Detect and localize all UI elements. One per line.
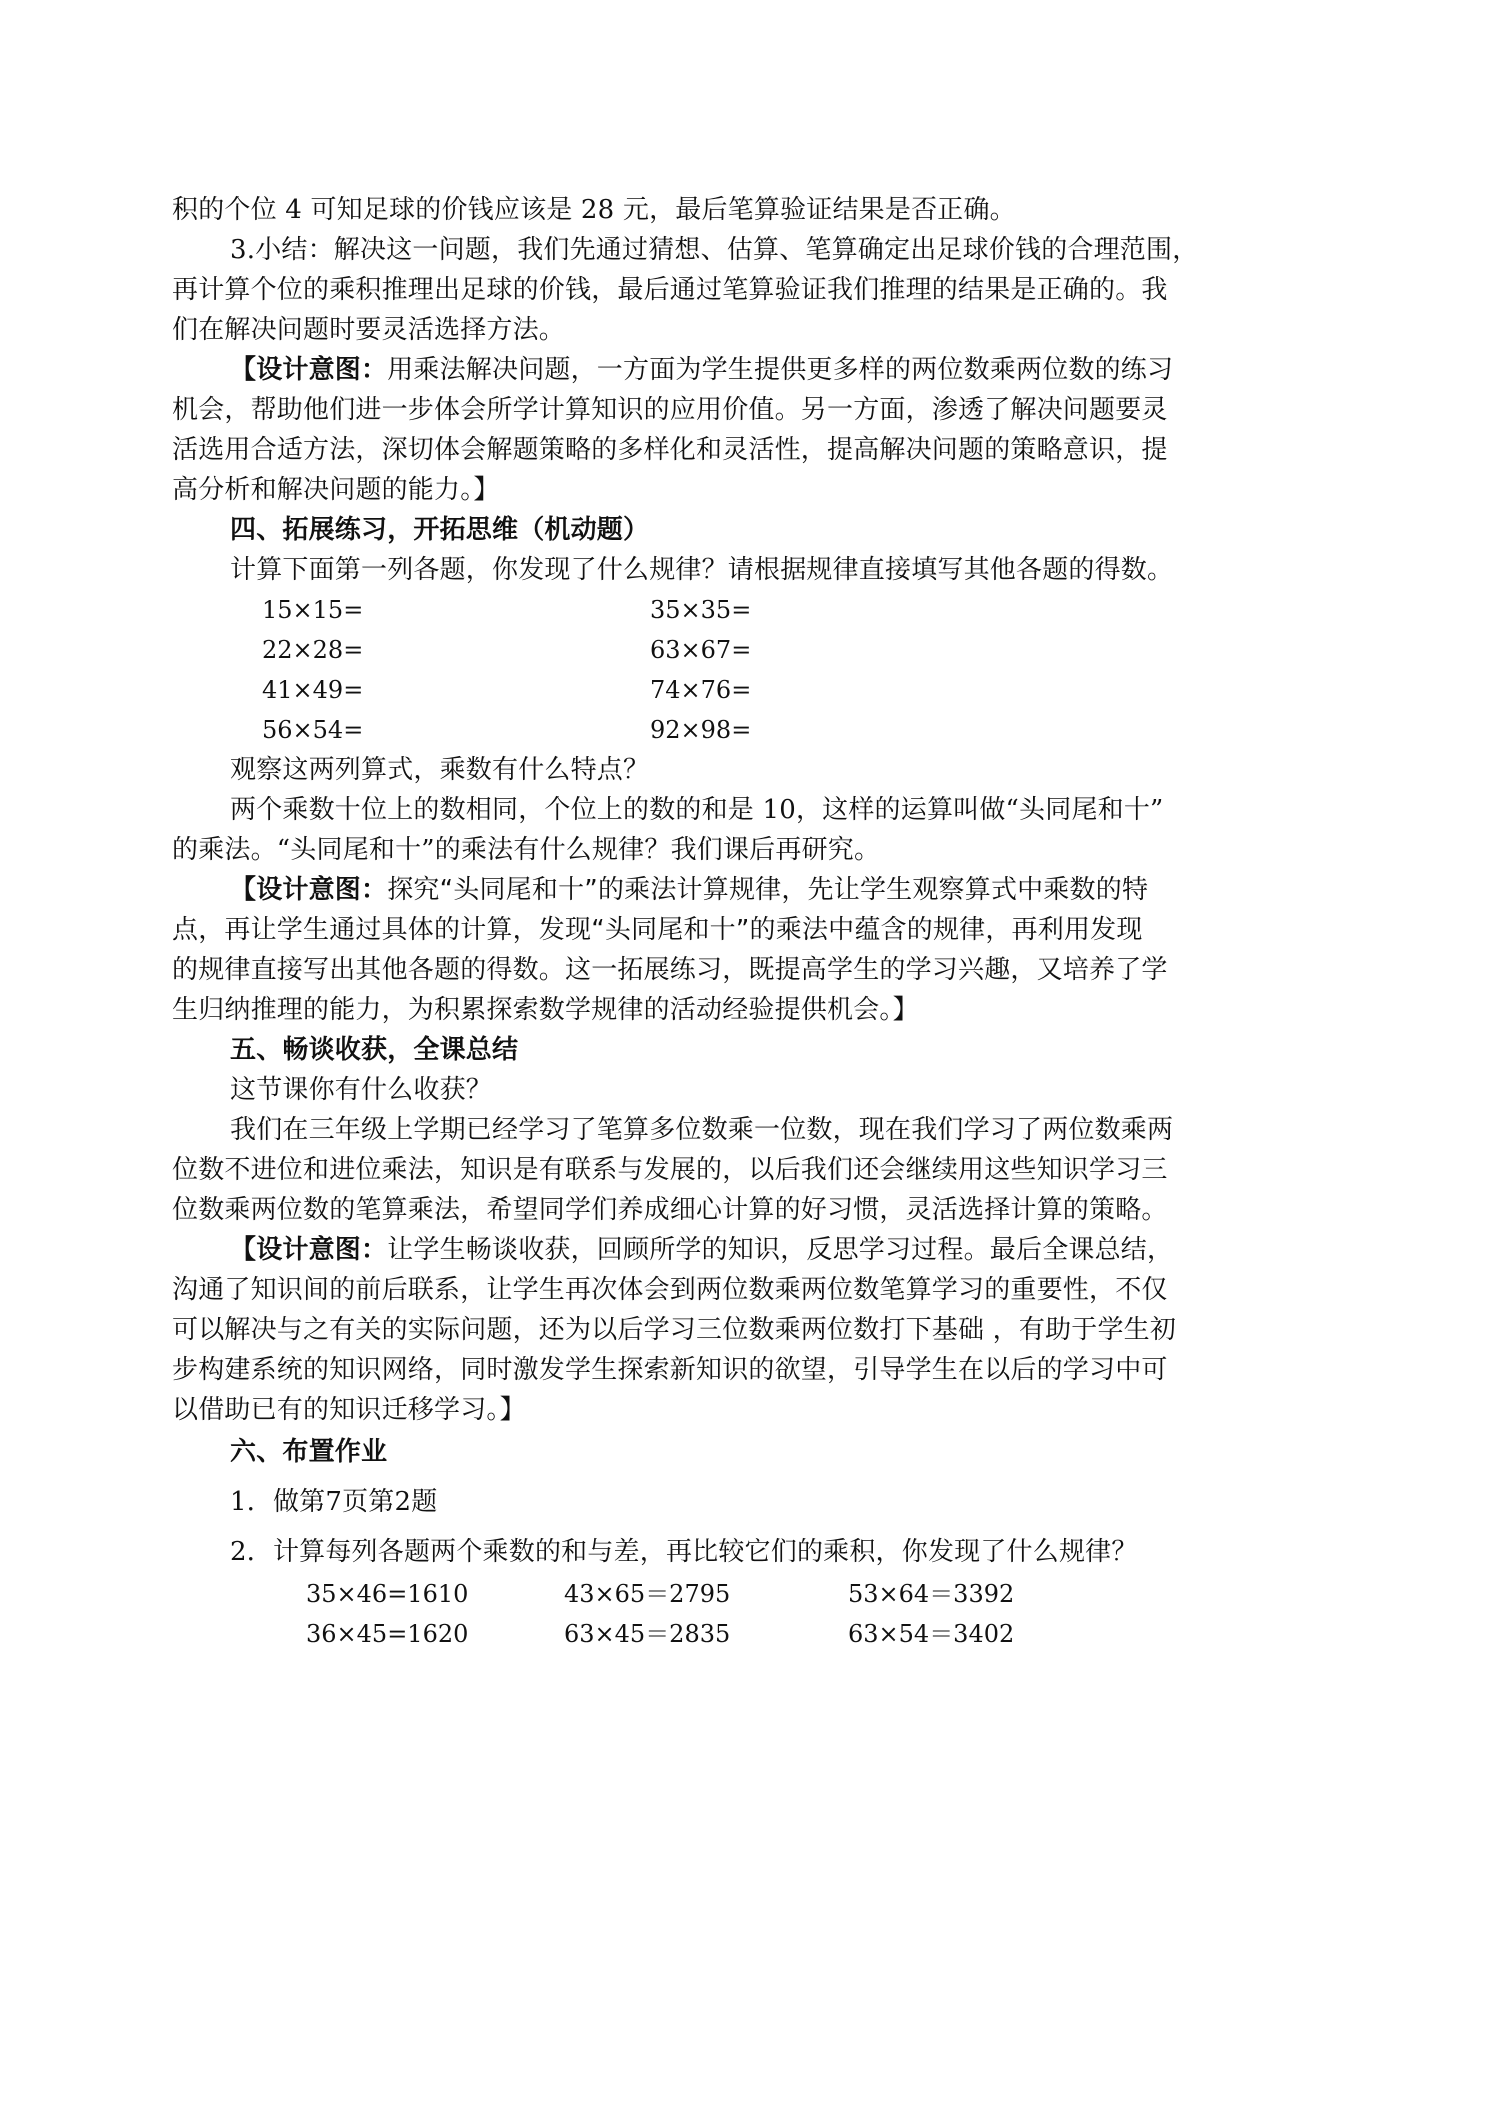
design-intent-label: 【设计意图： bbox=[230, 355, 388, 385]
section-heading: 五、畅谈收获，全课总结 bbox=[230, 1035, 519, 1065]
exercise-item: 74×76= bbox=[650, 676, 752, 704]
exercise-item: 35×35= bbox=[650, 596, 752, 624]
design-intent-line: 点，再让学生通过具体的计算，发现“头同尾和十”的乘法中蕴含的规律，再利用发现 bbox=[172, 915, 1143, 945]
design-intent-line bbox=[230, 870, 1380, 910]
design-intent-line: 以借助已有的知识迁移学习。】 bbox=[172, 1395, 526, 1425]
design-intent-text: 探究“头同尾和十”的乘法计算规律，先让学生观察算式中乘数的特 bbox=[387, 875, 1149, 905]
paragraph-line: 两个乘数十位上的数相同，个位上的数的和是 10，这样的运算叫做“头同尾和十” bbox=[230, 795, 1164, 825]
exercise-item: 92×98= bbox=[650, 716, 752, 744]
exercise-item: 22×28= bbox=[262, 636, 364, 664]
section-heading: 六、布置作业 bbox=[230, 1437, 388, 1467]
homework-equation: 63×54＝3402 bbox=[848, 1620, 1015, 1648]
design-intent-line: 可以解决与之有关的实际问题，还为以后学习三位数乘两位数打下基础 ，有助于学生初 bbox=[172, 1315, 1177, 1345]
paragraph-line: 位数不进位和进位乘法，知识是有联系与发展的，以后我们还会继续用这些知识学习三 bbox=[172, 1155, 1168, 1185]
design-intent-line: 步构建系统的知识网络，同时激发学生探索新知识的欲望，引导学生在以后的学习中可 bbox=[172, 1355, 1168, 1385]
design-intent-line: 的规律直接写出其他各题的得数。这一拓展练习，既提高学生的学习兴趣，又培养了学 bbox=[172, 955, 1168, 985]
paragraph-line: 积的个位 4 可知足球的价钱应该是 28 元，最后笔算验证结果是否正确。 bbox=[172, 195, 1016, 225]
design-intent-line: 活选用合适方法，深切体会解题策略的多样化和灵活性，提高解决问题的策略意识，提 bbox=[172, 435, 1168, 465]
homework-equation: 36×45=1620 bbox=[306, 1620, 469, 1648]
homework-equation: 35×46=1610 bbox=[306, 1580, 469, 1608]
design-intent-label: 【设计意图： bbox=[230, 875, 388, 905]
design-intent-line: 机会，帮助他们进一步体会所学计算知识的应用价值。另一方面，渗透了解决问题要灵 bbox=[172, 395, 1168, 425]
summary-line: 们在解决问题时要灵活选择方法。 bbox=[172, 315, 566, 345]
exercise-item: 56×54= bbox=[262, 716, 364, 744]
homework-item: 1．做第7页第2题 bbox=[230, 1487, 438, 1517]
design-intent-line bbox=[230, 350, 1380, 390]
paragraph-line: 我们在三年级上学期已经学习了笔算多位数乘一位数，现在我们学习了两位数乘两 bbox=[230, 1115, 1174, 1145]
design-intent-line: 生归纳推理的能力，为积累探索数学规律的活动经验提供机会。】 bbox=[172, 995, 919, 1025]
exercise-item: 15×15= bbox=[262, 596, 364, 624]
paragraph-line: 位数乘两位数的笔算乘法，希望同学们养成细心计算的好习惯，灵活选择计算的策略。 bbox=[172, 1195, 1168, 1225]
homework-equation: 53×64＝3392 bbox=[848, 1580, 1015, 1608]
summary-line: 3.小结：解决这一问题，我们先通过猜想、估算、笔算确定出足球价钱的合理范围， bbox=[230, 235, 1199, 265]
exercise-item: 63×67= bbox=[650, 636, 752, 664]
paragraph-line: 观察这两列算式，乘数有什么特点？ bbox=[230, 755, 650, 785]
homework-equation: 63×45＝2835 bbox=[564, 1620, 731, 1648]
design-intent-line: 高分析和解决问题的能力。】 bbox=[172, 475, 500, 505]
design-intent-text: 让学生畅谈收获，回顾所学的知识，反思学习过程。最后全课总结， bbox=[387, 1235, 1174, 1265]
homework-item: 2．计算每列各题两个乘数的和与差，再比较它们的乘积，你发现了什么规律？ bbox=[230, 1537, 1138, 1567]
paragraph-line: 的乘法。“头同尾和十”的乘法有什么规律？我们课后再研究。 bbox=[172, 835, 881, 865]
design-intent-line bbox=[230, 1230, 1380, 1270]
homework-equation: 43×65＝2795 bbox=[564, 1580, 731, 1608]
design-intent-label: 【设计意图： bbox=[230, 1235, 388, 1265]
paragraph-line: 这节课你有什么收获？ bbox=[230, 1075, 493, 1105]
paragraph-line: 计算下面第一列各题，你发现了什么规律？请根据规律直接填写其他各题的得数。 bbox=[230, 555, 1174, 585]
exercise-item: 41×49= bbox=[262, 676, 364, 704]
summary-line: 再计算个位的乘积推理出足球的价钱，最后通过笔算验证我们推理的结果是正确的。我 bbox=[172, 275, 1168, 305]
design-intent-line: 沟通了知识间的前后联系，让学生再次体会到两位数乘两位数笔算学习的重要性，不仅 bbox=[172, 1275, 1168, 1305]
design-intent-text: 用乘法解决问题，一方面为学生提供更多样的两位数乘两位数的练习 bbox=[387, 355, 1174, 385]
section-heading: 四、拓展练习，开拓思维（机动题） bbox=[230, 515, 650, 545]
